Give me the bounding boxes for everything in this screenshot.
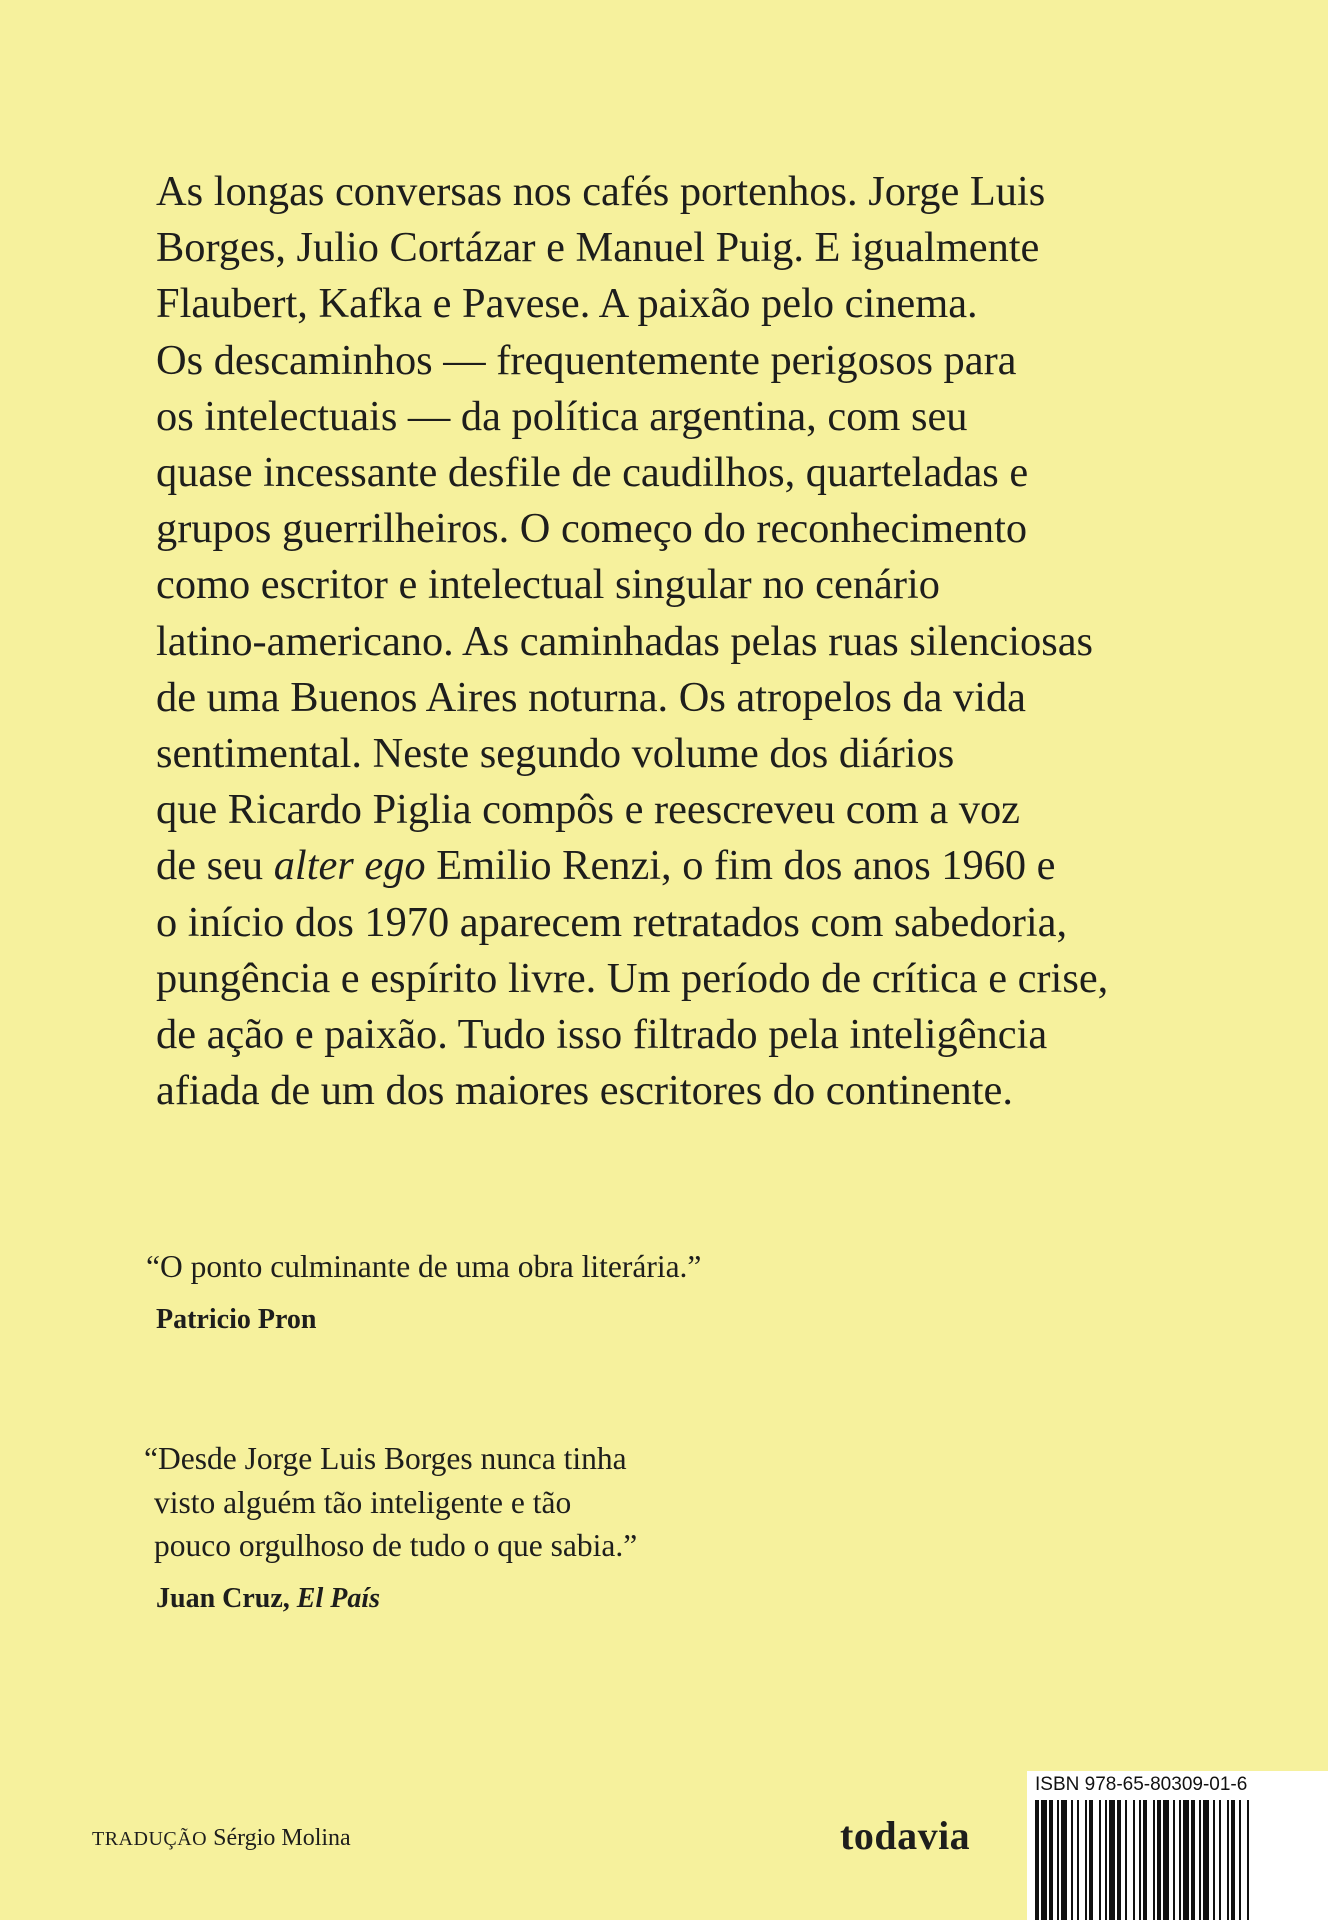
barcode-bar — [1203, 1800, 1209, 1920]
barcode-bar — [1219, 1800, 1221, 1920]
barcode-bar — [1179, 1800, 1181, 1920]
translator-credit — [92, 1825, 351, 1852]
barcode-bar — [1157, 1800, 1161, 1920]
barcode-bar — [1199, 1800, 1201, 1920]
barcode-bar — [1109, 1800, 1115, 1920]
synopsis-line: Os descaminhos — frequentemente perigosos para — [156, 336, 1017, 384]
barcode-bar — [1125, 1800, 1127, 1920]
publisher-logo: todavia — [840, 1813, 971, 1858]
synopsis-line: afiada de um dos maiores escritores do continente. — [156, 1067, 1013, 1115]
synopsis-line: os intelectuais — da política argentina, com seu — [156, 392, 968, 440]
review-quote-text: visto alguém tão inteligente e tão — [154, 1484, 572, 1520]
barcode-bar — [1213, 1800, 1215, 1920]
barcode-bar — [1105, 1800, 1107, 1920]
review-author-2 — [156, 1583, 380, 1615]
barcode-bar — [1089, 1800, 1093, 1920]
review-author-name: Juan Cruz, — [156, 1583, 297, 1614]
barcode-bar — [1153, 1800, 1155, 1920]
synopsis-text: Emilio Renzi, o fim dos anos 1960 e — [425, 842, 1056, 890]
barcode-bar — [1061, 1800, 1067, 1920]
synopsis-line: o início dos 1970 aparecem retratados com sabedoria, — [156, 898, 1068, 946]
synopsis-line: pungência e espírito livre. Um período de crítica e crise, — [156, 954, 1109, 1002]
barcode-bar — [1183, 1800, 1189, 1920]
synopsis-line-alter-ego — [156, 838, 1216, 894]
synopsis-line: As longas conversas nos cafés portenhos. Jorge Luis — [156, 168, 1046, 215]
synopsis-text: de seu — [156, 842, 274, 890]
barcode-bar — [1227, 1800, 1229, 1920]
barcode-bar — [1239, 1800, 1241, 1920]
barcode-bar — [1077, 1800, 1079, 1920]
translator-name: Sérgio Molina — [213, 1825, 351, 1851]
barcode-bar — [1247, 1800, 1249, 1920]
synopsis-line: quase incessante desfile de caudilhos, quarteladas e — [156, 449, 1029, 497]
barcode-bar — [1085, 1800, 1087, 1920]
review-quote-text: pouco orgulhoso de tudo o que sabia.” — [154, 1528, 638, 1563]
synopsis-line: de ação e paixão. Tudo isso filtrado pela inteligência — [156, 1011, 1048, 1059]
review-quote-2 — [144, 1437, 637, 1568]
review-source: El País — [296, 1583, 381, 1614]
review-author-1: Patricio Pron — [156, 1304, 317, 1335]
review-quote-1 — [146, 1245, 701, 1289]
alter-ego-italic: alter ego — [273, 842, 426, 890]
barcode-bar — [1035, 1800, 1039, 1920]
barcode-bar — [1117, 1800, 1121, 1920]
synopsis-line: latino-americano. As caminhadas pelas ruas silenciosas — [156, 617, 1094, 665]
synopsis-line: sentimental. Neste segundo volume dos diários — [156, 730, 955, 778]
review-quote-text: “O ponto culminante de uma obra literária.” — [146, 1249, 702, 1284]
barcode-bar — [1143, 1800, 1147, 1920]
barcode-bar — [1173, 1800, 1175, 1920]
synopsis-line: grupos guerrilheiros. O começo do reconhecimento — [156, 505, 1028, 553]
synopsis-line: como escritor e intelectual singular no cenário — [156, 561, 940, 609]
barcode-bar — [1139, 1800, 1141, 1920]
barcode-bar — [1049, 1800, 1053, 1920]
barcode-bar — [1191, 1800, 1195, 1920]
synopsis-line: de uma Buenos Aires noturna. Os atropelos da vida — [156, 673, 1027, 721]
synopsis-line: que Ricardo Piglia compôs e reescreveu com a voz — [156, 786, 1020, 834]
barcode-bar — [1231, 1800, 1235, 1920]
barcode-bar — [1071, 1800, 1073, 1920]
synopsis-line: Flaubert, Kafka e Pavese. A paixão pelo cinema. — [156, 280, 978, 328]
barcode-bar — [1133, 1800, 1135, 1920]
barcode-bar — [1099, 1800, 1101, 1920]
isbn-number: ISBN 978-65-80309-01-6 — [1035, 1774, 1248, 1795]
barcode-icon — [1035, 1800, 1328, 1920]
review-quote-text: “Desde Jorge Luis Borges nunca tinha — [144, 1441, 627, 1476]
synopsis-paragraph — [156, 164, 1216, 1119]
barcode-bar — [1057, 1800, 1059, 1920]
barcode-bar — [1163, 1800, 1169, 1920]
translator-label: TRADUÇÃO — [92, 1828, 208, 1850]
barcode-bar — [1041, 1800, 1047, 1920]
synopsis-line: Borges, Julio Cortázar e Manuel Puig. E igualmente — [156, 224, 1040, 272]
